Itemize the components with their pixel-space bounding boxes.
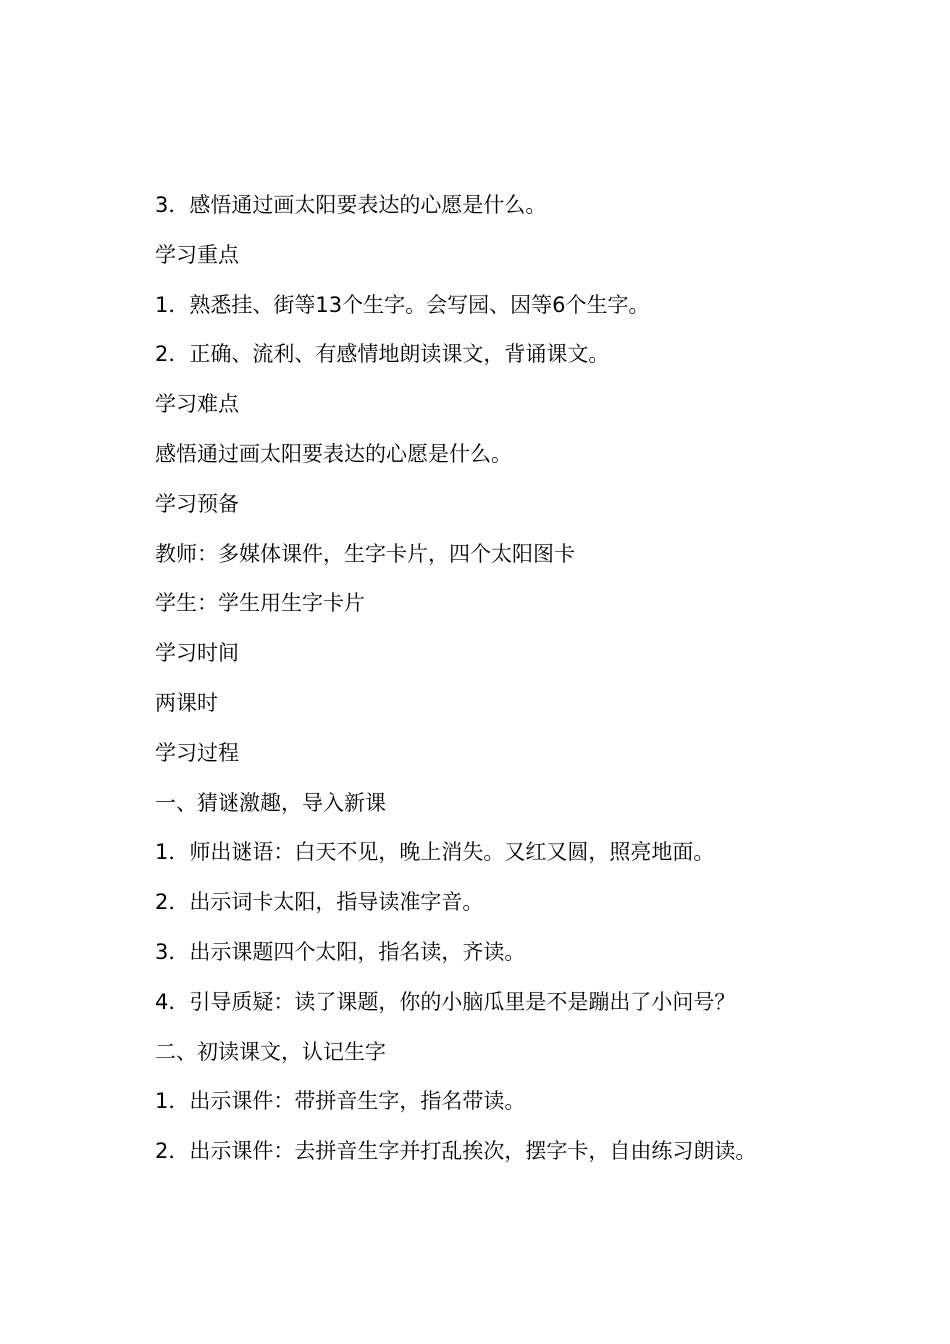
document-body (155, 188, 855, 1184)
heading-preparation: 学习预备 (155, 491, 239, 516)
heading-key-points: 学习重点 (155, 242, 239, 267)
section-one-step-2: 2．出示词卡太阳，指导读准字音。 (155, 890, 484, 915)
teacher-preparation: 教师：多媒体课件，生字卡片，四个太阳图卡 (155, 541, 575, 566)
section-two-step-1: 1．出示课件：带拼音生字，指名带读。 (155, 1089, 526, 1114)
time-text: 两课时 (155, 690, 218, 715)
heading-process: 学习过程 (155, 740, 239, 765)
section-one-step-4: 4．引导质疑：读了课题，你的小脑瓜里是不是蹦出了小问号？ (155, 989, 736, 1014)
student-preparation: 学生：学生用生字卡片 (155, 591, 365, 616)
heading-time: 学习时间 (155, 641, 239, 666)
key-point-1: 1．熟悉挂、街等13个生字。会写园、因等6个生字。 (155, 292, 650, 317)
section-one-heading: 一、猜谜激趣，导入新课 (155, 790, 386, 815)
section-two-heading: 二、初读课文，认记生字 (155, 1039, 386, 1064)
heading-difficulties: 学习难点 (155, 392, 239, 417)
section-one-step-1: 1．师出谜语：白天不见，晚上消失。又红又圆，照亮地面。 (155, 840, 715, 865)
section-two-step-2: 2．出示课件：去拼音生字并打乱挨次，摆字卡，自由练习朗读。 (155, 1139, 757, 1164)
objective-3: 3．感悟通过画太阳要表达的心愿是什么。 (155, 193, 547, 217)
section-one-step-3: 3．出示课题四个太阳，指名读，齐读。 (155, 939, 526, 964)
difficulty-text: 感悟通过画太阳要表达的心愿是什么。 (155, 441, 512, 466)
key-point-2: 2．正确、流利、有感情地朗读课文，背诵课文。 (155, 342, 610, 367)
